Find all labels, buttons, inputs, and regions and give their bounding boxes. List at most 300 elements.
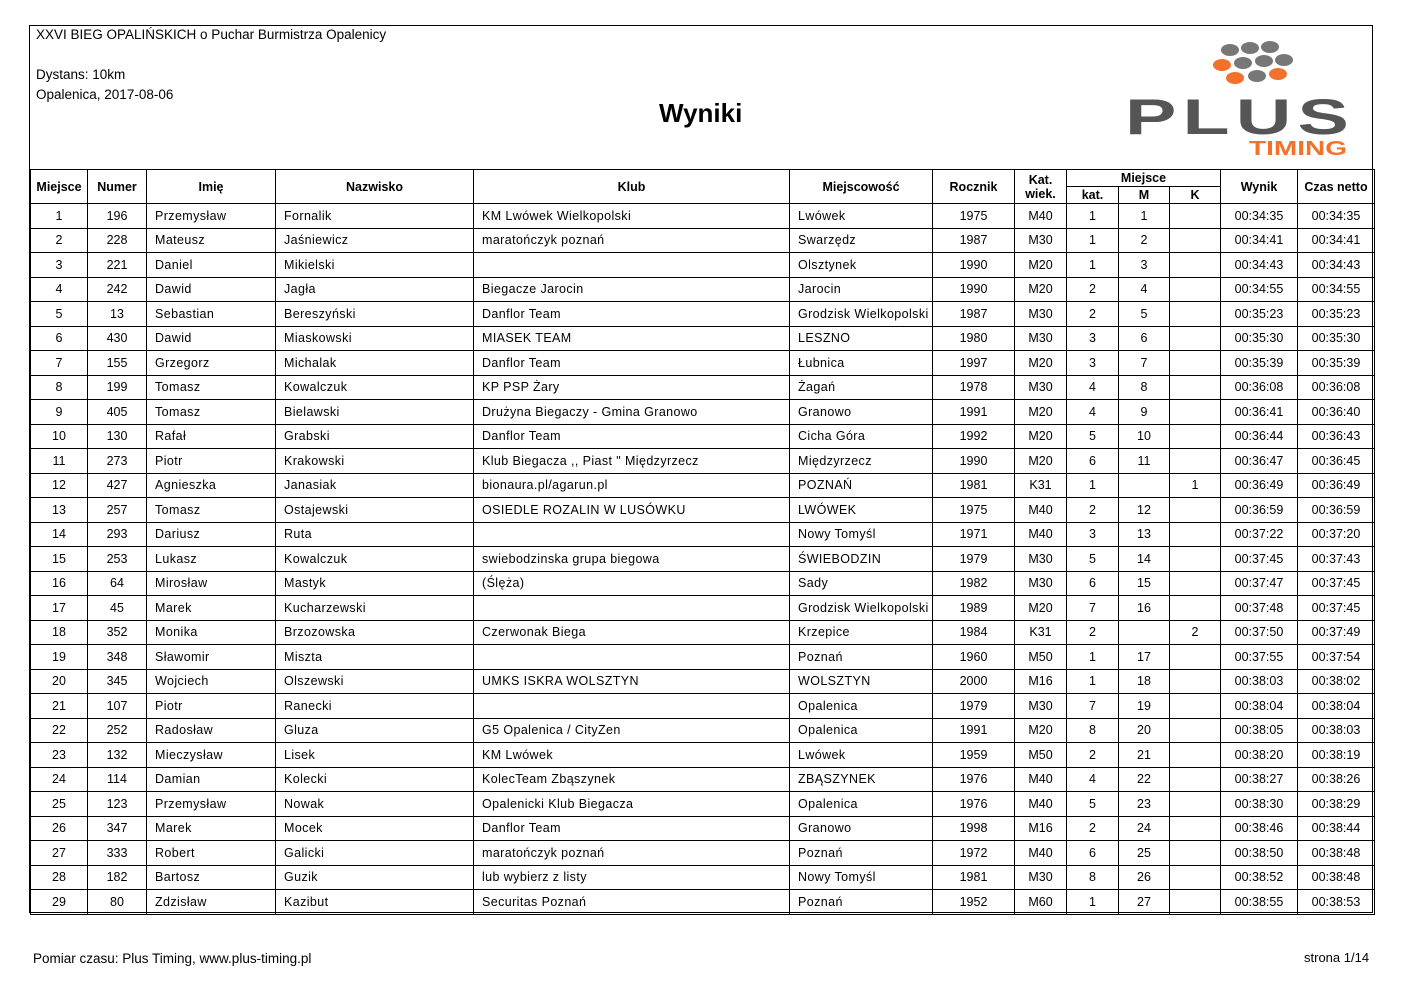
cell-place-men: 4 [1119, 277, 1170, 302]
cell-city: ZBĄSZYNEK [790, 767, 933, 792]
cell-first-name: Bartosz [147, 865, 276, 890]
cell-place-category: 3 [1067, 522, 1119, 547]
cell-place-men: 15 [1119, 571, 1170, 596]
cell-club [474, 522, 790, 547]
cell-first-name: Piotr [147, 694, 276, 719]
cell-first-name: Sławomir [147, 645, 276, 670]
logo-subtext: TIMING [1249, 138, 1347, 156]
cell-first-name: Tomasz [147, 375, 276, 400]
col-miejsce: Miejsce [31, 170, 88, 204]
cell-bib: 80 [88, 890, 147, 915]
cell-place-women: 2 [1170, 620, 1221, 645]
cell-bib: 347 [88, 816, 147, 841]
cell-first-name: Mirosław [147, 571, 276, 596]
cell-birth-year: 1982 [933, 571, 1015, 596]
cell-birth-year: 1981 [933, 473, 1015, 498]
col-miejscowosc: Miejscowość [790, 170, 933, 204]
cell-place-men: 1 [1119, 204, 1170, 229]
cell-place-women [1170, 522, 1221, 547]
cell-result-time: 00:38:52 [1221, 865, 1298, 890]
table-row [31, 302, 1375, 327]
cell-place-men: 25 [1119, 841, 1170, 866]
cell-place-women [1170, 547, 1221, 572]
cell-city: Lwówek [790, 743, 933, 768]
cell-place-category: 2 [1067, 743, 1119, 768]
cell-net-time: 00:38:29 [1298, 792, 1375, 817]
cell-place: 8 [31, 375, 88, 400]
cell-first-name: Monika [147, 620, 276, 645]
table-row [31, 645, 1375, 670]
cell-city: Granowo [790, 400, 933, 425]
cell-place-women [1170, 449, 1221, 474]
cell-place-category: 6 [1067, 571, 1119, 596]
table-row [31, 522, 1375, 547]
cell-bib: 221 [88, 253, 147, 278]
cell-net-time: 00:37:20 [1298, 522, 1375, 547]
cell-city: Olsztynek [790, 253, 933, 278]
cell-last-name: Grabski [276, 424, 474, 449]
cell-bib: 107 [88, 694, 147, 719]
cell-place-men: 23 [1119, 792, 1170, 817]
cell-birth-year: 1979 [933, 547, 1015, 572]
cell-bib: 64 [88, 571, 147, 596]
cell-first-name: Marek [147, 596, 276, 621]
cell-result-time: 00:37:55 [1221, 645, 1298, 670]
cell-city: LWÓWEK [790, 498, 933, 523]
cell-first-name: Tomasz [147, 498, 276, 523]
cell-place-women [1170, 865, 1221, 890]
cell-net-time: 00:37:54 [1298, 645, 1375, 670]
col-imie: Imię [147, 170, 276, 204]
table-row [31, 375, 1375, 400]
cell-first-name: Lukasz [147, 547, 276, 572]
cell-last-name: Mocek [276, 816, 474, 841]
cell-club: UMKS ISKRA WOLSZTYN [474, 669, 790, 694]
cell-bib: 130 [88, 424, 147, 449]
cell-place: 11 [31, 449, 88, 474]
table-row [31, 253, 1375, 278]
cell-place-category: 5 [1067, 424, 1119, 449]
cell-place-women [1170, 596, 1221, 621]
cell-net-time: 00:35:39 [1298, 351, 1375, 376]
report-header [30, 26, 1372, 170]
col-kat-wiek [1015, 170, 1067, 204]
cell-net-time: 00:34:43 [1298, 253, 1375, 278]
cell-result-time: 00:38:04 [1221, 694, 1298, 719]
cell-place-men: 18 [1119, 669, 1170, 694]
cell-net-time: 00:35:23 [1298, 302, 1375, 327]
cell-net-time: 00:35:30 [1298, 326, 1375, 351]
cell-place-women [1170, 767, 1221, 792]
cell-place: 16 [31, 571, 88, 596]
cell-city: Granowo [790, 816, 933, 841]
cell-place-men: 2 [1119, 228, 1170, 253]
cell-last-name: Lisek [276, 743, 474, 768]
cell-place-category: 4 [1067, 375, 1119, 400]
cell-birth-year: 1975 [933, 204, 1015, 229]
cell-net-time: 00:36:59 [1298, 498, 1375, 523]
cell-net-time: 00:37:43 [1298, 547, 1375, 572]
cell-city: Cicha Góra [790, 424, 933, 449]
cell-age-category: M30 [1015, 326, 1067, 351]
cell-bib: 132 [88, 743, 147, 768]
cell-place-category: 1 [1067, 253, 1119, 278]
cell-bib: 196 [88, 204, 147, 229]
cell-last-name: Ostajewski [276, 498, 474, 523]
cell-age-category: M20 [1015, 400, 1067, 425]
cell-place-category: 4 [1067, 400, 1119, 425]
cell-birth-year: 1991 [933, 718, 1015, 743]
results-table [30, 169, 1375, 915]
cell-net-time: 00:36:08 [1298, 375, 1375, 400]
cell-first-name: Rafał [147, 424, 276, 449]
cell-place-men: 12 [1119, 498, 1170, 523]
cell-result-time: 00:36:47 [1221, 449, 1298, 474]
cell-last-name: Mastyk [276, 571, 474, 596]
cell-birth-year: 1984 [933, 620, 1015, 645]
cell-result-time: 00:37:50 [1221, 620, 1298, 645]
cell-place: 28 [31, 865, 88, 890]
cell-last-name: Kowalczuk [276, 375, 474, 400]
cell-result-time: 00:37:48 [1221, 596, 1298, 621]
cell-place-men: 21 [1119, 743, 1170, 768]
cell-net-time: 00:38:48 [1298, 841, 1375, 866]
cell-age-category: M30 [1015, 571, 1067, 596]
cell-club: Biegacze Jarocin [474, 277, 790, 302]
cell-birth-year: 1991 [933, 400, 1015, 425]
cell-birth-year: 1960 [933, 645, 1015, 670]
table-row [31, 571, 1375, 596]
cell-city: Poznań [790, 645, 933, 670]
cell-place-men: 5 [1119, 302, 1170, 327]
cell-first-name: Dawid [147, 326, 276, 351]
cell-bib: 252 [88, 718, 147, 743]
cell-last-name: Nowak [276, 792, 474, 817]
cell-first-name: Sebastian [147, 302, 276, 327]
cell-place-women [1170, 204, 1221, 229]
cell-birth-year: 1980 [933, 326, 1015, 351]
cell-age-category: M20 [1015, 596, 1067, 621]
logo-text: PLUS [1125, 89, 1355, 145]
cell-bib: 333 [88, 841, 147, 866]
cell-first-name: Dariusz [147, 522, 276, 547]
cell-place-women [1170, 743, 1221, 768]
cell-bib: 228 [88, 228, 147, 253]
cell-last-name: Miaskowski [276, 326, 474, 351]
cell-place-men [1119, 620, 1170, 645]
cell-place: 29 [31, 890, 88, 915]
cell-city: Łubnica [790, 351, 933, 376]
cell-place-category: 4 [1067, 767, 1119, 792]
cell-bib: 352 [88, 620, 147, 645]
cell-club: lub wybierz z listy [474, 865, 790, 890]
cell-last-name: Mikielski [276, 253, 474, 278]
cell-city: ŚWIEBODZIN [790, 547, 933, 572]
table-row [31, 326, 1375, 351]
cell-club: (Ślęża) [474, 571, 790, 596]
cell-net-time: 00:38:02 [1298, 669, 1375, 694]
cell-net-time: 00:36:43 [1298, 424, 1375, 449]
cell-city: Lwówek [790, 204, 933, 229]
cell-club: Klub Biegacza ,, Piast " Międzyrzecz [474, 449, 790, 474]
cell-first-name: Agnieszka [147, 473, 276, 498]
cell-club: maratończyk poznań [474, 228, 790, 253]
cell-net-time: 00:37:45 [1298, 571, 1375, 596]
cell-place-men: 10 [1119, 424, 1170, 449]
cell-result-time: 00:37:45 [1221, 547, 1298, 572]
cell-club: bionaura.pl/agarun.pl [474, 473, 790, 498]
table-row [31, 865, 1375, 890]
cell-result-time: 00:38:46 [1221, 816, 1298, 841]
cell-first-name: Przemysław [147, 792, 276, 817]
cell-club: KM Lwówek Wielkopolski [474, 204, 790, 229]
cell-first-name: Robert [147, 841, 276, 866]
table-row [31, 890, 1375, 915]
cell-birth-year: 1987 [933, 302, 1015, 327]
cell-age-category: M40 [1015, 522, 1067, 547]
cell-result-time: 00:38:03 [1221, 669, 1298, 694]
cell-place-women [1170, 792, 1221, 817]
cell-net-time: 00:38:53 [1298, 890, 1375, 915]
cell-place-men: 14 [1119, 547, 1170, 572]
cell-last-name: Jaśniewicz [276, 228, 474, 253]
cell-result-time: 00:35:23 [1221, 302, 1298, 327]
cell-city: Nowy Tomyśl [790, 522, 933, 547]
cell-last-name: Kowalczuk [276, 547, 474, 572]
cell-birth-year: 1990 [933, 277, 1015, 302]
cell-place-category: 3 [1067, 326, 1119, 351]
cell-result-time: 00:38:27 [1221, 767, 1298, 792]
cell-last-name: Michalak [276, 351, 474, 376]
cell-first-name: Marek [147, 816, 276, 841]
cell-place: 15 [31, 547, 88, 572]
cell-bib: 114 [88, 767, 147, 792]
cell-bib: 257 [88, 498, 147, 523]
cell-result-time: 00:35:39 [1221, 351, 1298, 376]
cell-bib: 199 [88, 375, 147, 400]
cell-place-men [1119, 473, 1170, 498]
footer-timing: Pomiar czasu: Plus Timing, www.plus-timing.pl [33, 951, 312, 966]
cell-birth-year: 1971 [933, 522, 1015, 547]
cell-place: 20 [31, 669, 88, 694]
cell-bib: 427 [88, 473, 147, 498]
logo-dots [1213, 41, 1293, 84]
table-row [31, 792, 1375, 817]
cell-place: 25 [31, 792, 88, 817]
cell-result-time: 00:36:49 [1221, 473, 1298, 498]
cell-place: 13 [31, 498, 88, 523]
place-date-label: Opalenica, 2017-08-06 [36, 87, 174, 102]
cell-first-name: Zdzisław [147, 890, 276, 915]
cell-place: 2 [31, 228, 88, 253]
table-row [31, 743, 1375, 768]
cell-net-time: 00:36:40 [1298, 400, 1375, 425]
cell-place-men: 20 [1119, 718, 1170, 743]
cell-place-women [1170, 718, 1221, 743]
table-row [31, 204, 1375, 229]
col-kat-wiek-line2: wiek. [1025, 186, 1056, 201]
cell-club: Opalenicki Klub Biegacza [474, 792, 790, 817]
col-klub: Klub [474, 170, 790, 204]
cell-place: 14 [31, 522, 88, 547]
cell-place-category: 2 [1067, 277, 1119, 302]
cell-bib: 405 [88, 400, 147, 425]
cell-age-category: M30 [1015, 694, 1067, 719]
cell-last-name: Brzozowska [276, 620, 474, 645]
cell-place-women [1170, 645, 1221, 670]
cell-result-time: 00:34:43 [1221, 253, 1298, 278]
cell-place-women [1170, 400, 1221, 425]
cell-birth-year: 1959 [933, 743, 1015, 768]
cell-place: 22 [31, 718, 88, 743]
cell-place-category: 8 [1067, 718, 1119, 743]
cell-place-men: 11 [1119, 449, 1170, 474]
table-row [31, 547, 1375, 572]
cell-place-category: 6 [1067, 841, 1119, 866]
cell-age-category: M20 [1015, 449, 1067, 474]
cell-bib: 182 [88, 865, 147, 890]
cell-bib: 348 [88, 645, 147, 670]
table-row [31, 694, 1375, 719]
cell-net-time: 00:38:44 [1298, 816, 1375, 841]
cell-place-women [1170, 277, 1221, 302]
cell-age-category: M16 [1015, 816, 1067, 841]
cell-age-category: M40 [1015, 498, 1067, 523]
cell-place-category: 5 [1067, 792, 1119, 817]
cell-city: Grodzisk Wielkopolski [790, 302, 933, 327]
cell-place-men: 3 [1119, 253, 1170, 278]
cell-first-name: Piotr [147, 449, 276, 474]
cell-club: Securitas Poznań [474, 890, 790, 915]
cell-bib: 430 [88, 326, 147, 351]
cell-place-women [1170, 351, 1221, 376]
cell-city: Poznań [790, 890, 933, 915]
cell-net-time: 00:38:48 [1298, 865, 1375, 890]
cell-age-category: M40 [1015, 767, 1067, 792]
cell-birth-year: 1992 [933, 424, 1015, 449]
cell-first-name: Mieczysław [147, 743, 276, 768]
cell-city: POZNAŃ [790, 473, 933, 498]
cell-club [474, 253, 790, 278]
cell-place-men: 9 [1119, 400, 1170, 425]
cell-last-name: Guzik [276, 865, 474, 890]
table-row [31, 351, 1375, 376]
cell-place-category: 5 [1067, 547, 1119, 572]
cell-last-name: Jagła [276, 277, 474, 302]
col-sub-k: K [1170, 187, 1221, 204]
cell-city: Krzepice [790, 620, 933, 645]
cell-result-time: 00:38:30 [1221, 792, 1298, 817]
cell-result-time: 00:36:44 [1221, 424, 1298, 449]
cell-club: Danflor Team [474, 351, 790, 376]
cell-birth-year: 1952 [933, 890, 1015, 915]
cell-place-women [1170, 424, 1221, 449]
cell-age-category: M40 [1015, 841, 1067, 866]
cell-place-women [1170, 498, 1221, 523]
cell-net-time: 00:38:04 [1298, 694, 1375, 719]
cell-net-time: 00:38:26 [1298, 767, 1375, 792]
cell-place-category: 2 [1067, 816, 1119, 841]
cell-age-category: M40 [1015, 792, 1067, 817]
cell-club [474, 694, 790, 719]
cell-club: KolecTeam Zbąszynek [474, 767, 790, 792]
table-row [31, 669, 1375, 694]
cell-last-name: Kucharzewski [276, 596, 474, 621]
cell-age-category: M30 [1015, 302, 1067, 327]
col-miejsce-group: Miejsce [1067, 170, 1221, 187]
cell-place-men: 16 [1119, 596, 1170, 621]
cell-last-name: Miszta [276, 645, 474, 670]
cell-net-time: 00:37:49 [1298, 620, 1375, 645]
event-name: XXVI BIEG OPALIŃSKICH o Puchar Burmistrza Opalenicy [36, 27, 387, 42]
cell-city: Swarzędz [790, 228, 933, 253]
cell-city: LESZNO [790, 326, 933, 351]
cell-birth-year: 1989 [933, 596, 1015, 621]
cell-last-name: Bereszyński [276, 302, 474, 327]
cell-place: 9 [31, 400, 88, 425]
table-row [31, 841, 1375, 866]
results-body [31, 204, 1375, 915]
cell-place-men: 26 [1119, 865, 1170, 890]
cell-club: swiebodzinska grupa biegowa [474, 547, 790, 572]
cell-city: Grodzisk Wielkopolski [790, 596, 933, 621]
cell-place: 7 [31, 351, 88, 376]
cell-result-time: 00:34:41 [1221, 228, 1298, 253]
cell-birth-year: 1976 [933, 767, 1015, 792]
cell-first-name: Wojciech [147, 669, 276, 694]
cell-age-category: M20 [1015, 277, 1067, 302]
cell-first-name: Mateusz [147, 228, 276, 253]
cell-club: Danflor Team [474, 302, 790, 327]
cell-last-name: Ranecki [276, 694, 474, 719]
cell-bib: 345 [88, 669, 147, 694]
cell-result-time: 00:36:59 [1221, 498, 1298, 523]
cell-place-women [1170, 841, 1221, 866]
cell-place-men: 19 [1119, 694, 1170, 719]
cell-place: 18 [31, 620, 88, 645]
cell-bib: 273 [88, 449, 147, 474]
cell-birth-year: 1975 [933, 498, 1015, 523]
cell-bib: 253 [88, 547, 147, 572]
cell-place: 3 [31, 253, 88, 278]
table-row [31, 718, 1375, 743]
cell-place: 27 [31, 841, 88, 866]
cell-net-time: 00:36:49 [1298, 473, 1375, 498]
col-czas-netto: Czas netto [1298, 170, 1375, 204]
col-kat-wiek-line1: Kat. [1028, 172, 1053, 187]
cell-club: Danflor Team [474, 424, 790, 449]
cell-last-name: Fornalik [276, 204, 474, 229]
cell-age-category: M20 [1015, 424, 1067, 449]
cell-place-men: 8 [1119, 375, 1170, 400]
cell-age-category: M40 [1015, 204, 1067, 229]
cell-result-time: 00:36:41 [1221, 400, 1298, 425]
cell-result-time: 00:34:55 [1221, 277, 1298, 302]
cell-place-women [1170, 816, 1221, 841]
cell-bib: 45 [88, 596, 147, 621]
cell-city: Jarocin [790, 277, 933, 302]
cell-place-women: 1 [1170, 473, 1221, 498]
cell-net-time: 00:38:19 [1298, 743, 1375, 768]
cell-place: 19 [31, 645, 88, 670]
cell-age-category: M30 [1015, 865, 1067, 890]
cell-last-name: Galicki [276, 841, 474, 866]
cell-birth-year: 1990 [933, 253, 1015, 278]
cell-place-women [1170, 302, 1221, 327]
col-nazwisko: Nazwisko [276, 170, 474, 204]
cell-place: 21 [31, 694, 88, 719]
cell-birth-year: 1987 [933, 228, 1015, 253]
